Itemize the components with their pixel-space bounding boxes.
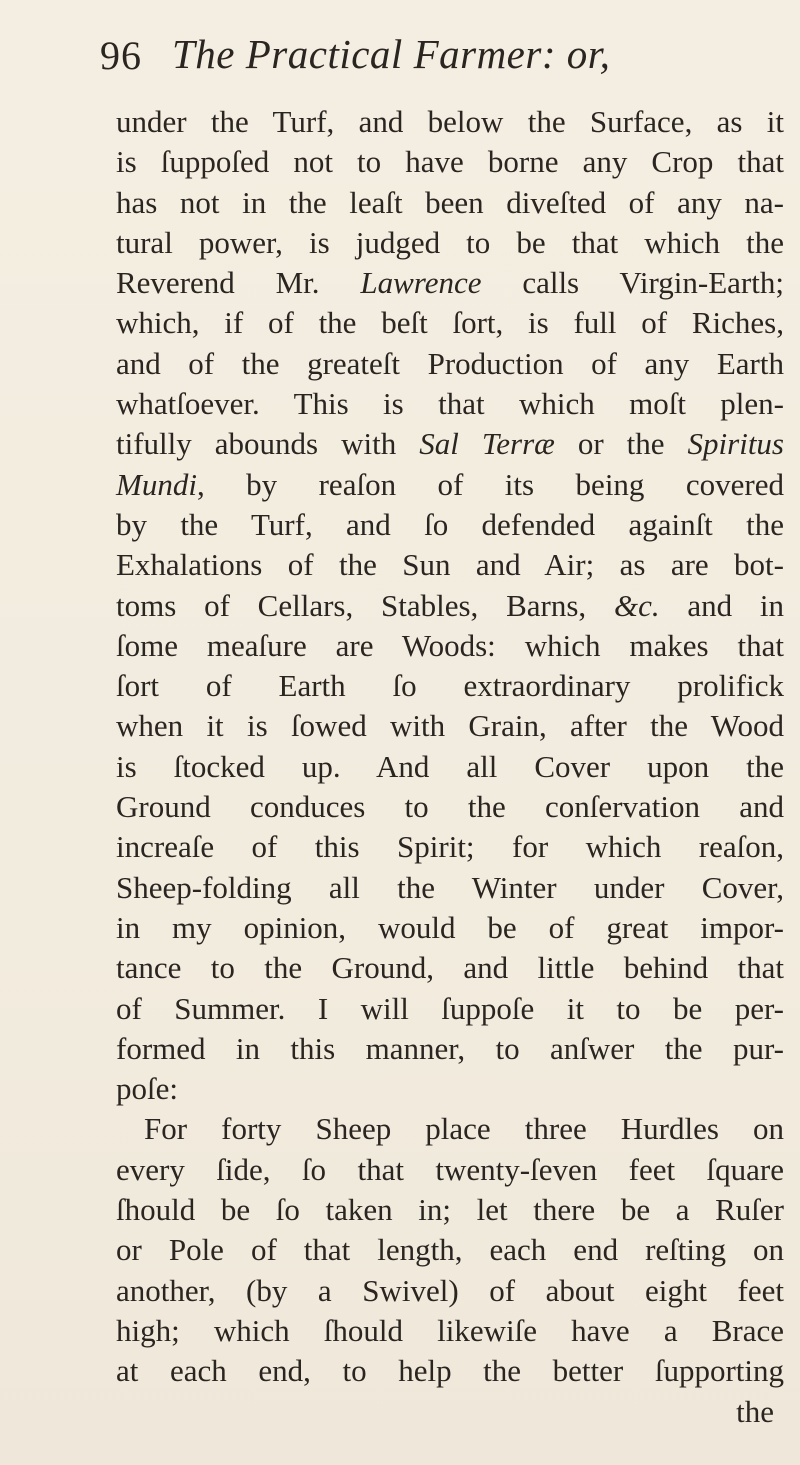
paragraph-end-line: poſe: xyxy=(116,1071,178,1107)
text-line: every ſide, ſo that twenty-ſeven feet ſquare xyxy=(116,1151,784,1187)
text-line: whatſoever. This is that which moſt plen- xyxy=(116,386,784,422)
text-line: tural power, is judged to be that which the xyxy=(116,224,784,260)
text-line: is ſtocked up. And all Cover upon the xyxy=(116,748,784,784)
text-line: is ſuppoſed not to have borne any Crop that xyxy=(116,144,784,180)
page-number: 96 xyxy=(100,33,142,78)
text-line: ſhould be ſo taken in; let there be a Ruſer xyxy=(116,1192,784,1228)
text-line: by the Turf, and ſo defended againſt the xyxy=(116,506,784,542)
text-line: Mundi, by reaſon of its being covered xyxy=(116,466,784,502)
text-line: under the Turf, and below the Surface, as it xyxy=(116,104,784,139)
text-line: Reverend Mr. Lawrence calls Virgin-Earth; xyxy=(116,265,784,301)
text-line: or Pole of that length, each end reſting on xyxy=(116,1232,784,1268)
page-header xyxy=(100,28,740,86)
text-line: ſome meaſure are Woods: which makes that xyxy=(116,627,784,663)
text-line: of Summer. I will ſuppoſe it to be per- xyxy=(116,990,784,1026)
text-line: Sheep-folding all the Winter under Cover, xyxy=(116,869,784,905)
text-line: increaſe of this Spirit; for which reaſon, xyxy=(116,829,784,865)
text-line: and of the greateſt Production of any Earth xyxy=(116,345,784,381)
text-line: which, if of the beſt ſort, is full of Riches, xyxy=(116,305,784,341)
text-line: toms of Cellars, Stables, Barns, &c. and in xyxy=(116,587,785,623)
text-line: tance to the Ground, and little behind that xyxy=(116,950,784,986)
text-line: Ground conduces to the conſervation and xyxy=(116,789,784,825)
text-line: at each end, to help the better ſupporting xyxy=(116,1353,784,1389)
paragraph-start-line: For forty Sheep place three Hurdles on xyxy=(144,1111,784,1147)
text-line: high; which ſhould likewiſe have a Brace xyxy=(116,1312,784,1348)
catchword: the xyxy=(736,1393,774,1429)
text-line: ſort of Earth ſo extraordinary prolifick xyxy=(116,668,784,704)
text-line: in my opinion, would be of great impor- xyxy=(116,909,784,945)
text-line: another, (by a Swivel) of about eight feet xyxy=(116,1272,784,1308)
body-text xyxy=(116,102,784,1432)
text-line: formed in this manner, to anſwer the pur- xyxy=(116,1030,784,1066)
text-line: has not in the leaſt been diveſted of any na- xyxy=(116,184,784,220)
author-name: Lawrence xyxy=(360,265,482,301)
running-title: The Practical Farmer: or, xyxy=(172,31,611,77)
text-line: when it is ſowed with Grain, after the Wood xyxy=(116,708,784,744)
text-line: Exhalations of the Sun and Air; as are bot- xyxy=(116,547,784,583)
text-line: tifully abounds with Sal Terræ or the Spiritus xyxy=(116,426,784,462)
